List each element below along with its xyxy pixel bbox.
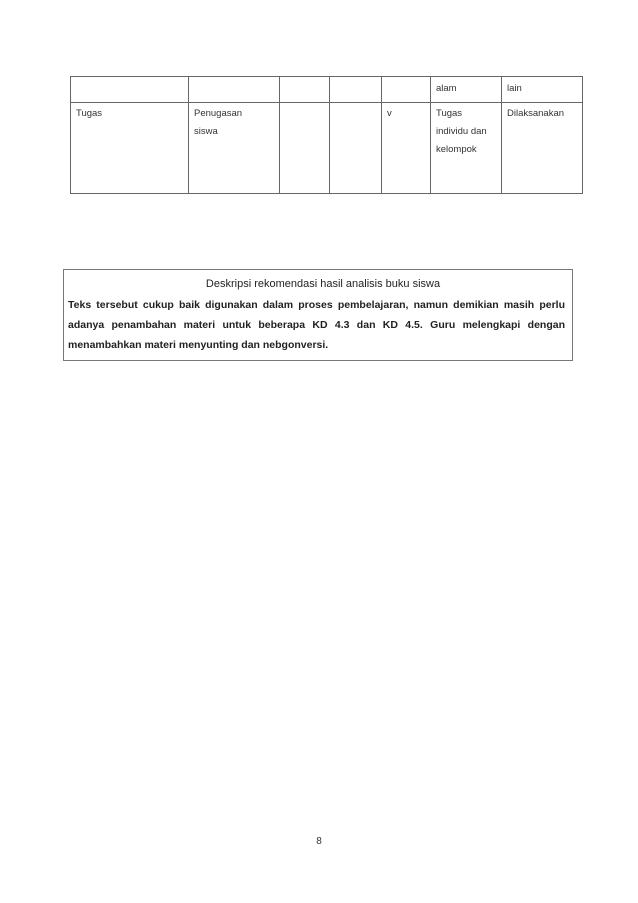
page-number: 8 <box>316 836 322 847</box>
table-row <box>71 103 583 194</box>
recommendation-body: Teks tersebut cukup baik digunakan dalam proses pembelajaran, namun demikian masih perlu adanya penambahan materi untuk beberapa KD 4.3 dan KD 4.5. Guru melengkapi dengan menambahkan materi menyunting dan nebgonversi. <box>68 299 565 351</box>
recommendation-box <box>63 269 573 361</box>
table-cell <box>71 77 189 103</box>
analysis-table <box>70 76 583 194</box>
recommendation-title: Deskripsi rekomendasi hasil analisis buku siswa <box>205 278 441 290</box>
table-cell: v <box>382 103 431 194</box>
table-row <box>71 77 583 103</box>
table-cell: lain <box>502 77 583 103</box>
table-cell: Tugas individu dan kelompok <box>431 103 502 194</box>
table-cell: alam <box>431 77 502 103</box>
table-cell <box>280 103 330 194</box>
table-cell: Penugasan siswa <box>189 103 280 194</box>
table-cell <box>382 77 431 103</box>
table-cell: Dilaksanakan <box>502 103 583 194</box>
table-cell <box>330 77 382 103</box>
table-cell: Tugas <box>71 103 189 194</box>
table-cell <box>330 103 382 194</box>
table-cell <box>189 77 280 103</box>
table-cell <box>280 77 330 103</box>
